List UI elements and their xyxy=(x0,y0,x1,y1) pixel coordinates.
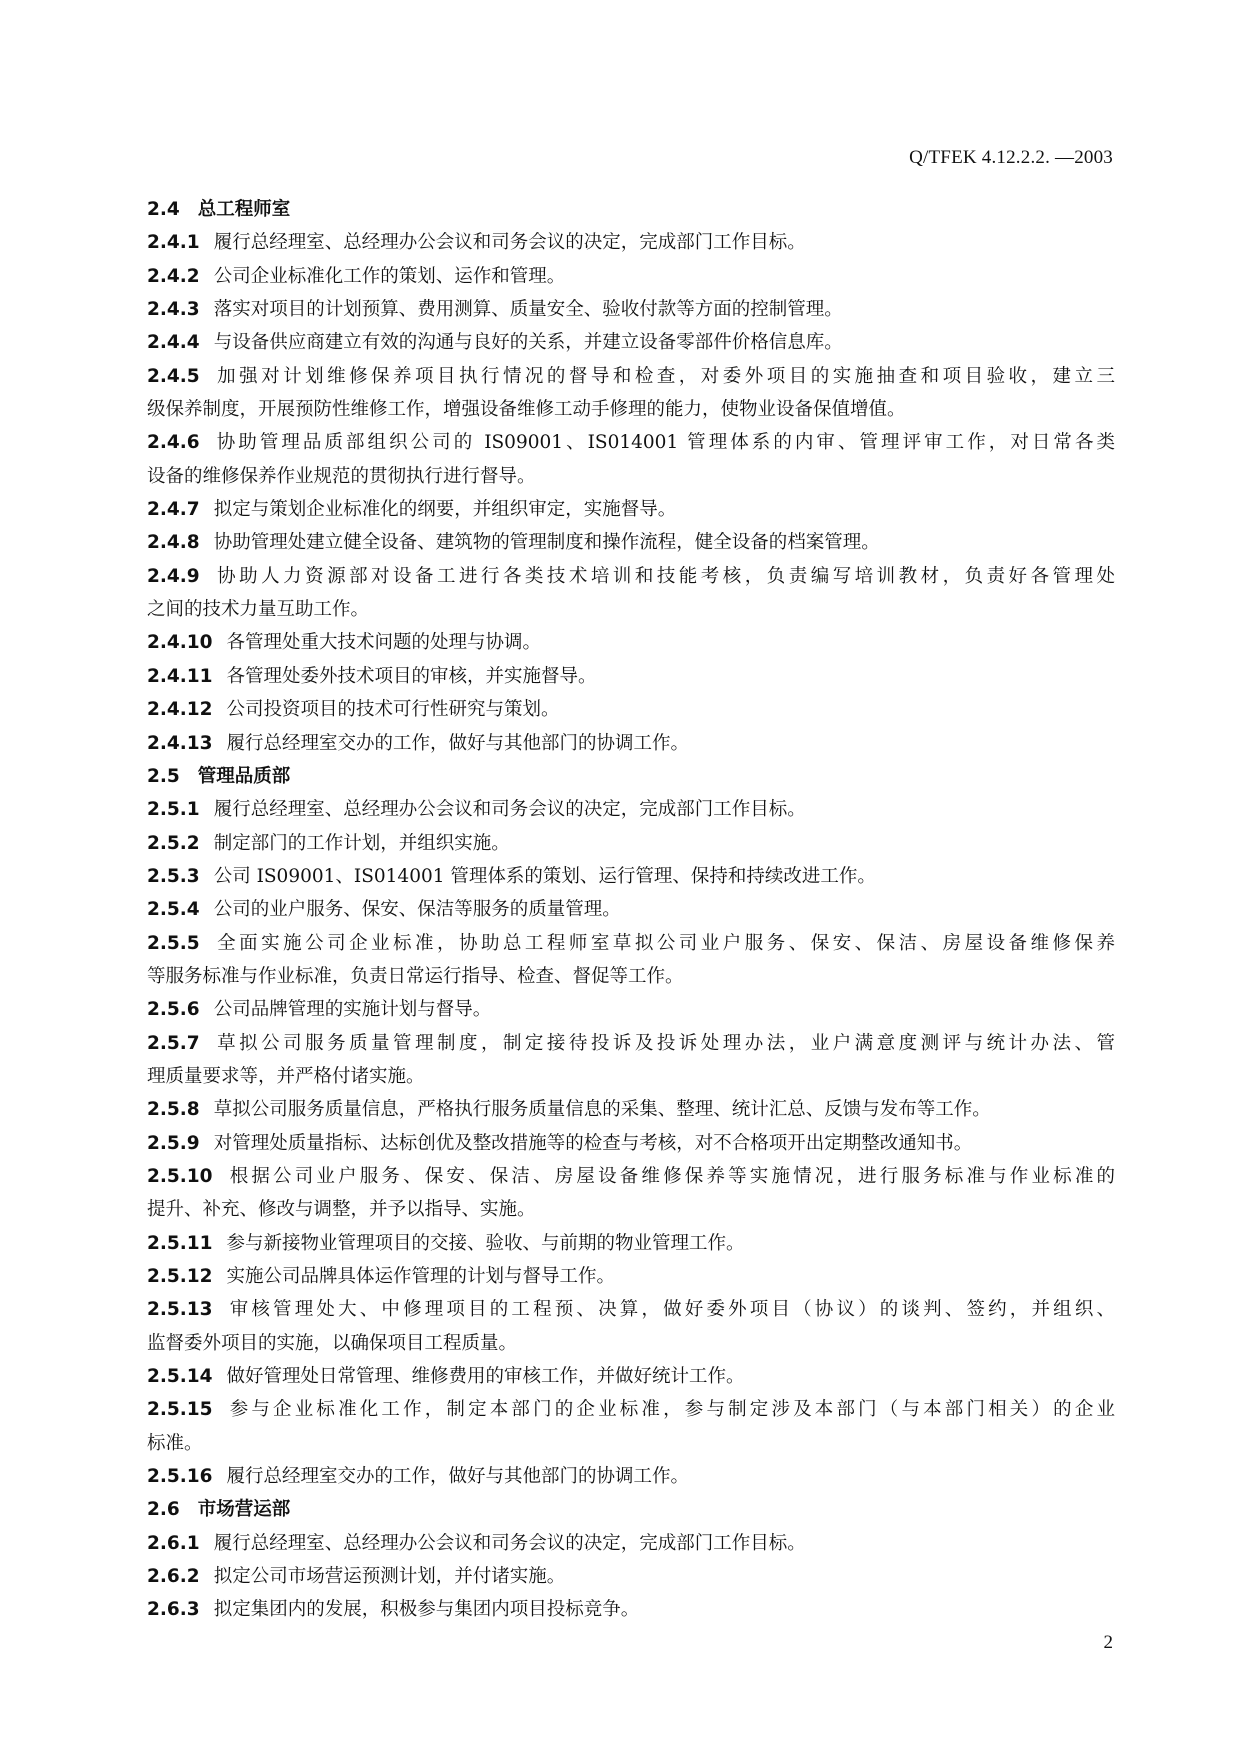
section-title: 市场营运部 xyxy=(197,1499,291,1521)
clause-number: 2.4.12 xyxy=(147,699,213,721)
clause-line xyxy=(147,1193,1115,1226)
clause-text: 履行总经理室、总经理办公会议和司务会议的决定，完成部门工作目标。 xyxy=(213,799,806,821)
clause-number: 2.6.2 xyxy=(147,1566,200,1588)
clause-line xyxy=(147,493,1115,526)
clause-text: 草拟公司服务质量管理制度，制定接待投诉及投诉处理办法，业户满意度测评与统计办法、管 xyxy=(213,1032,1115,1054)
clause-item xyxy=(147,927,1115,994)
clause-line xyxy=(147,593,1115,626)
clause-text: 公司品牌管理的实施计划与督导。 xyxy=(213,999,492,1021)
clause-text: 等服务标准与作业标准，负责日常运行指导、检查、督促等工作。 xyxy=(147,965,684,987)
clause-line xyxy=(147,693,1115,726)
clause-line xyxy=(147,260,1115,293)
clause-number: 2.4.1 xyxy=(147,232,200,254)
clause-line xyxy=(147,1527,1115,1560)
clause-item xyxy=(147,693,1115,726)
clause-item xyxy=(147,326,1115,359)
document-body xyxy=(147,193,1115,1627)
clause-line xyxy=(147,426,1115,459)
clause-line xyxy=(147,1260,1115,1293)
clause-line xyxy=(147,460,1115,493)
clause-line xyxy=(147,927,1115,960)
clause-text: 协助管理品质部组织公司的 IS09001、IS014001 管理体系的内审、管理评审工作，对日常各类 xyxy=(213,432,1115,454)
clause-number: 2.5.4 xyxy=(147,899,200,921)
clause-line xyxy=(147,526,1115,559)
clause-number: 2.4.5 xyxy=(147,365,200,387)
clause-line xyxy=(147,226,1115,259)
clause-number: 2.4.8 xyxy=(147,532,200,554)
clause-text: 做好管理处日常管理、维修费用的审核工作，并做好统计工作。 xyxy=(226,1366,745,1388)
clause-text: 协助管理处建立健全设备、建筑物的管理制度和操作流程，健全设备的档案管理。 xyxy=(213,532,880,554)
clause-item xyxy=(147,426,1115,493)
clause-text: 公司 IS09001、IS014001 管理体系的策划、运行管理、保持和持续改进工作。 xyxy=(213,865,876,887)
clause-line xyxy=(147,1460,1115,1493)
page-number: 2 xyxy=(1103,1632,1113,1653)
section-number: 2.4 xyxy=(147,199,180,220)
clause-number: 2.5.10 xyxy=(147,1165,213,1187)
clause-item xyxy=(147,827,1115,860)
clause-line xyxy=(147,960,1115,993)
clause-text: 公司投资项目的技术可行性研究与策划。 xyxy=(226,699,560,721)
clause-line xyxy=(147,1327,1115,1360)
clause-text: 监督委外项目的实施，以确保项目工程质量。 xyxy=(147,1332,518,1354)
section-heading xyxy=(147,193,1115,226)
clause-text: 之间的技术力量互助工作。 xyxy=(147,599,370,621)
clause-text: 公司企业标准化工作的策划、运作和管理。 xyxy=(213,265,566,287)
clause-line xyxy=(147,793,1115,826)
clause-item xyxy=(147,993,1115,1026)
clause-number: 2.4.3 xyxy=(147,299,200,321)
clause-line xyxy=(147,1227,1115,1260)
clause-text: 参与新接物业管理项目的交接、验收、与前期的物业管理工作。 xyxy=(226,1232,745,1254)
clause-number: 2.5.7 xyxy=(147,1032,200,1054)
clause-item xyxy=(147,526,1115,559)
clause-item xyxy=(147,1393,1115,1460)
clause-item xyxy=(147,260,1115,293)
clause-text: 全面实施公司企业标准，协助总工程师室草拟公司业户服务、保安、保洁、房屋设备维修保养 xyxy=(213,932,1115,954)
clause-text: 拟定公司市场营运预测计划，并付诸实施。 xyxy=(213,1566,566,1588)
clause-item xyxy=(147,727,1115,760)
clause-item xyxy=(147,1593,1115,1626)
clause-text: 履行总经理室、总经理办公会议和司务会议的决定，完成部门工作目标。 xyxy=(213,1532,806,1554)
clause-item xyxy=(147,860,1115,893)
clause-item xyxy=(147,893,1115,926)
clause-text: 落实对项目的计划预算、费用测算、质量安全、验收付款等方面的控制管理。 xyxy=(213,299,843,321)
clause-number: 2.6.1 xyxy=(147,1532,200,1554)
clause-number: 2.4.6 xyxy=(147,432,200,454)
clause-number: 2.6.3 xyxy=(147,1599,200,1621)
clause-number: 2.5.9 xyxy=(147,1132,200,1154)
clause-text: 各管理处委外技术项目的审核，并实施督导。 xyxy=(226,665,597,687)
clause-line xyxy=(147,1593,1115,1626)
clause-number: 2.4.2 xyxy=(147,265,200,287)
clause-text: 提升、补充、修改与调整，并予以指导、实施。 xyxy=(147,1199,536,1221)
clause-number: 2.5.8 xyxy=(147,1099,200,1121)
clause-number: 2.4.13 xyxy=(147,732,213,754)
clause-text: 各管理处重大技术问题的处理与协调。 xyxy=(226,632,542,654)
clause-number: 2.5.3 xyxy=(147,865,200,887)
section-heading xyxy=(147,1493,1115,1526)
section-number: 2.5 xyxy=(147,765,180,787)
clause-item xyxy=(147,1260,1115,1293)
clause-text: 履行总经理室交办的工作，做好与其他部门的协调工作。 xyxy=(226,732,690,754)
clause-number: 2.4.10 xyxy=(147,632,213,654)
clause-item xyxy=(147,1127,1115,1160)
clause-number: 2.5.5 xyxy=(147,932,200,954)
clause-text: 对管理处质量指标、达标创优及整改措施等的检查与考核，对不合格项开出定期整改通知书。 xyxy=(213,1132,973,1154)
clause-number: 2.5.11 xyxy=(147,1232,213,1254)
clause-number: 2.5.16 xyxy=(147,1466,213,1488)
clause-line xyxy=(147,293,1115,326)
clause-item xyxy=(147,1360,1115,1393)
clause-number: 2.4.9 xyxy=(147,565,200,587)
clause-line xyxy=(147,360,1115,393)
clause-item xyxy=(147,1460,1115,1493)
clause-line xyxy=(147,326,1115,359)
clause-text: 协助人力资源部对设备工进行各类技术培训和技能考核，负责编写培训教材，负责好各管理处 xyxy=(213,565,1115,587)
clause-line xyxy=(147,1027,1115,1060)
clause-item xyxy=(147,226,1115,259)
clause-line xyxy=(147,1360,1115,1393)
clause-item xyxy=(147,360,1115,427)
section-title: 总工程师室 xyxy=(197,199,291,220)
clause-text: 理质量要求等，并严格付诸实施。 xyxy=(147,1065,425,1087)
section-heading xyxy=(147,760,1115,793)
clause-line xyxy=(147,560,1115,593)
clause-text: 根据公司业户服务、保安、保洁、房屋设备维修保养等实施情况，进行服务标准与作业标准的 xyxy=(226,1165,1115,1187)
clause-number: 2.5.14 xyxy=(147,1366,213,1388)
clause-text: 实施公司品牌具体运作管理的计划与督导工作。 xyxy=(226,1266,616,1287)
clause-number: 2.5.6 xyxy=(147,999,200,1021)
clause-text: 与设备供应商建立有效的沟通与良好的关系，并建立设备零部件价格信息库。 xyxy=(213,332,843,354)
clause-number: 2.4.11 xyxy=(147,665,213,687)
section-number: 2.6 xyxy=(147,1499,180,1521)
clause-line xyxy=(147,1427,1115,1460)
clause-line xyxy=(147,1293,1115,1326)
clause-text: 加强对计划维修保养项目执行情况的督导和检查，对委外项目的实施抽查和项目验收，建立三 xyxy=(213,365,1115,387)
clause-item xyxy=(147,660,1115,693)
clause-text: 草拟公司服务质量信息，严格执行服务质量信息的采集、整理、统计汇总、反馈与发布等工作。 xyxy=(213,1099,991,1121)
clause-item xyxy=(147,1560,1115,1593)
clause-item xyxy=(147,1227,1115,1260)
clause-text: 履行总经理室交办的工作，做好与其他部门的协调工作。 xyxy=(226,1466,690,1488)
clause-item xyxy=(147,293,1115,326)
clause-item xyxy=(147,1293,1115,1360)
clause-number: 2.4.7 xyxy=(147,499,200,521)
clause-line xyxy=(147,1060,1115,1093)
clause-line xyxy=(147,993,1115,1026)
clause-line xyxy=(147,860,1115,893)
clause-number: 2.5.13 xyxy=(147,1299,213,1321)
document-code: Q/TFEK 4.12.2.2. —2003 xyxy=(909,147,1113,168)
section-title: 管理品质部 xyxy=(197,765,291,787)
clause-item xyxy=(147,1527,1115,1560)
clause-item xyxy=(147,1027,1115,1094)
clause-text: 标准。 xyxy=(147,1432,203,1454)
clause-line xyxy=(147,893,1115,926)
clause-line xyxy=(147,1160,1115,1193)
clause-number: 2.5.15 xyxy=(147,1399,213,1421)
clause-text: 级保养制度，开展预防性维修工作，增强设备维修工动手修理的能力，使物业设备保值增值。 xyxy=(147,399,906,421)
clause-line xyxy=(147,727,1115,760)
clause-item xyxy=(147,793,1115,826)
clause-text: 制定部门的工作计划，并组织实施。 xyxy=(213,832,510,854)
clause-line xyxy=(147,1127,1115,1160)
clause-text: 公司的业户服务、保安、保洁等服务的质量管理。 xyxy=(213,899,621,921)
clause-line xyxy=(147,1393,1115,1426)
clause-item xyxy=(147,560,1115,627)
clause-item xyxy=(147,1093,1115,1126)
clause-text: 履行总经理室、总经理办公会议和司务会议的决定，完成部门工作目标。 xyxy=(213,232,806,254)
clause-text: 审核管理处大、中修理项目的工程预、决算，做好委外项目（协议）的谈判、签约，并组织、 xyxy=(226,1299,1115,1321)
clause-number: 2.4.4 xyxy=(147,332,200,354)
clause-line xyxy=(147,393,1115,426)
clause-item xyxy=(147,493,1115,526)
clause-item xyxy=(147,626,1115,659)
clause-line xyxy=(147,660,1115,693)
clause-text: 拟定集团内的发展，积极参与集团内项目投标竞争。 xyxy=(213,1599,640,1621)
clause-line xyxy=(147,1560,1115,1593)
clause-number: 2.5.12 xyxy=(147,1266,213,1287)
clause-number: 2.5.1 xyxy=(147,799,200,821)
clause-line xyxy=(147,827,1115,860)
clause-number: 2.5.2 xyxy=(147,832,200,854)
clause-line xyxy=(147,626,1115,659)
clause-text: 设备的维修保养作业规范的贯彻执行进行督导。 xyxy=(147,465,536,487)
clause-text: 参与企业标准化工作，制定本部门的企业标准，参与制定涉及本部门（与本部门相关）的企业 xyxy=(226,1399,1115,1421)
clause-text: 拟定与策划企业标准化的纲要，并组织审定，实施督导。 xyxy=(213,499,677,521)
clause-item xyxy=(147,1160,1115,1227)
clause-line xyxy=(147,1093,1115,1126)
